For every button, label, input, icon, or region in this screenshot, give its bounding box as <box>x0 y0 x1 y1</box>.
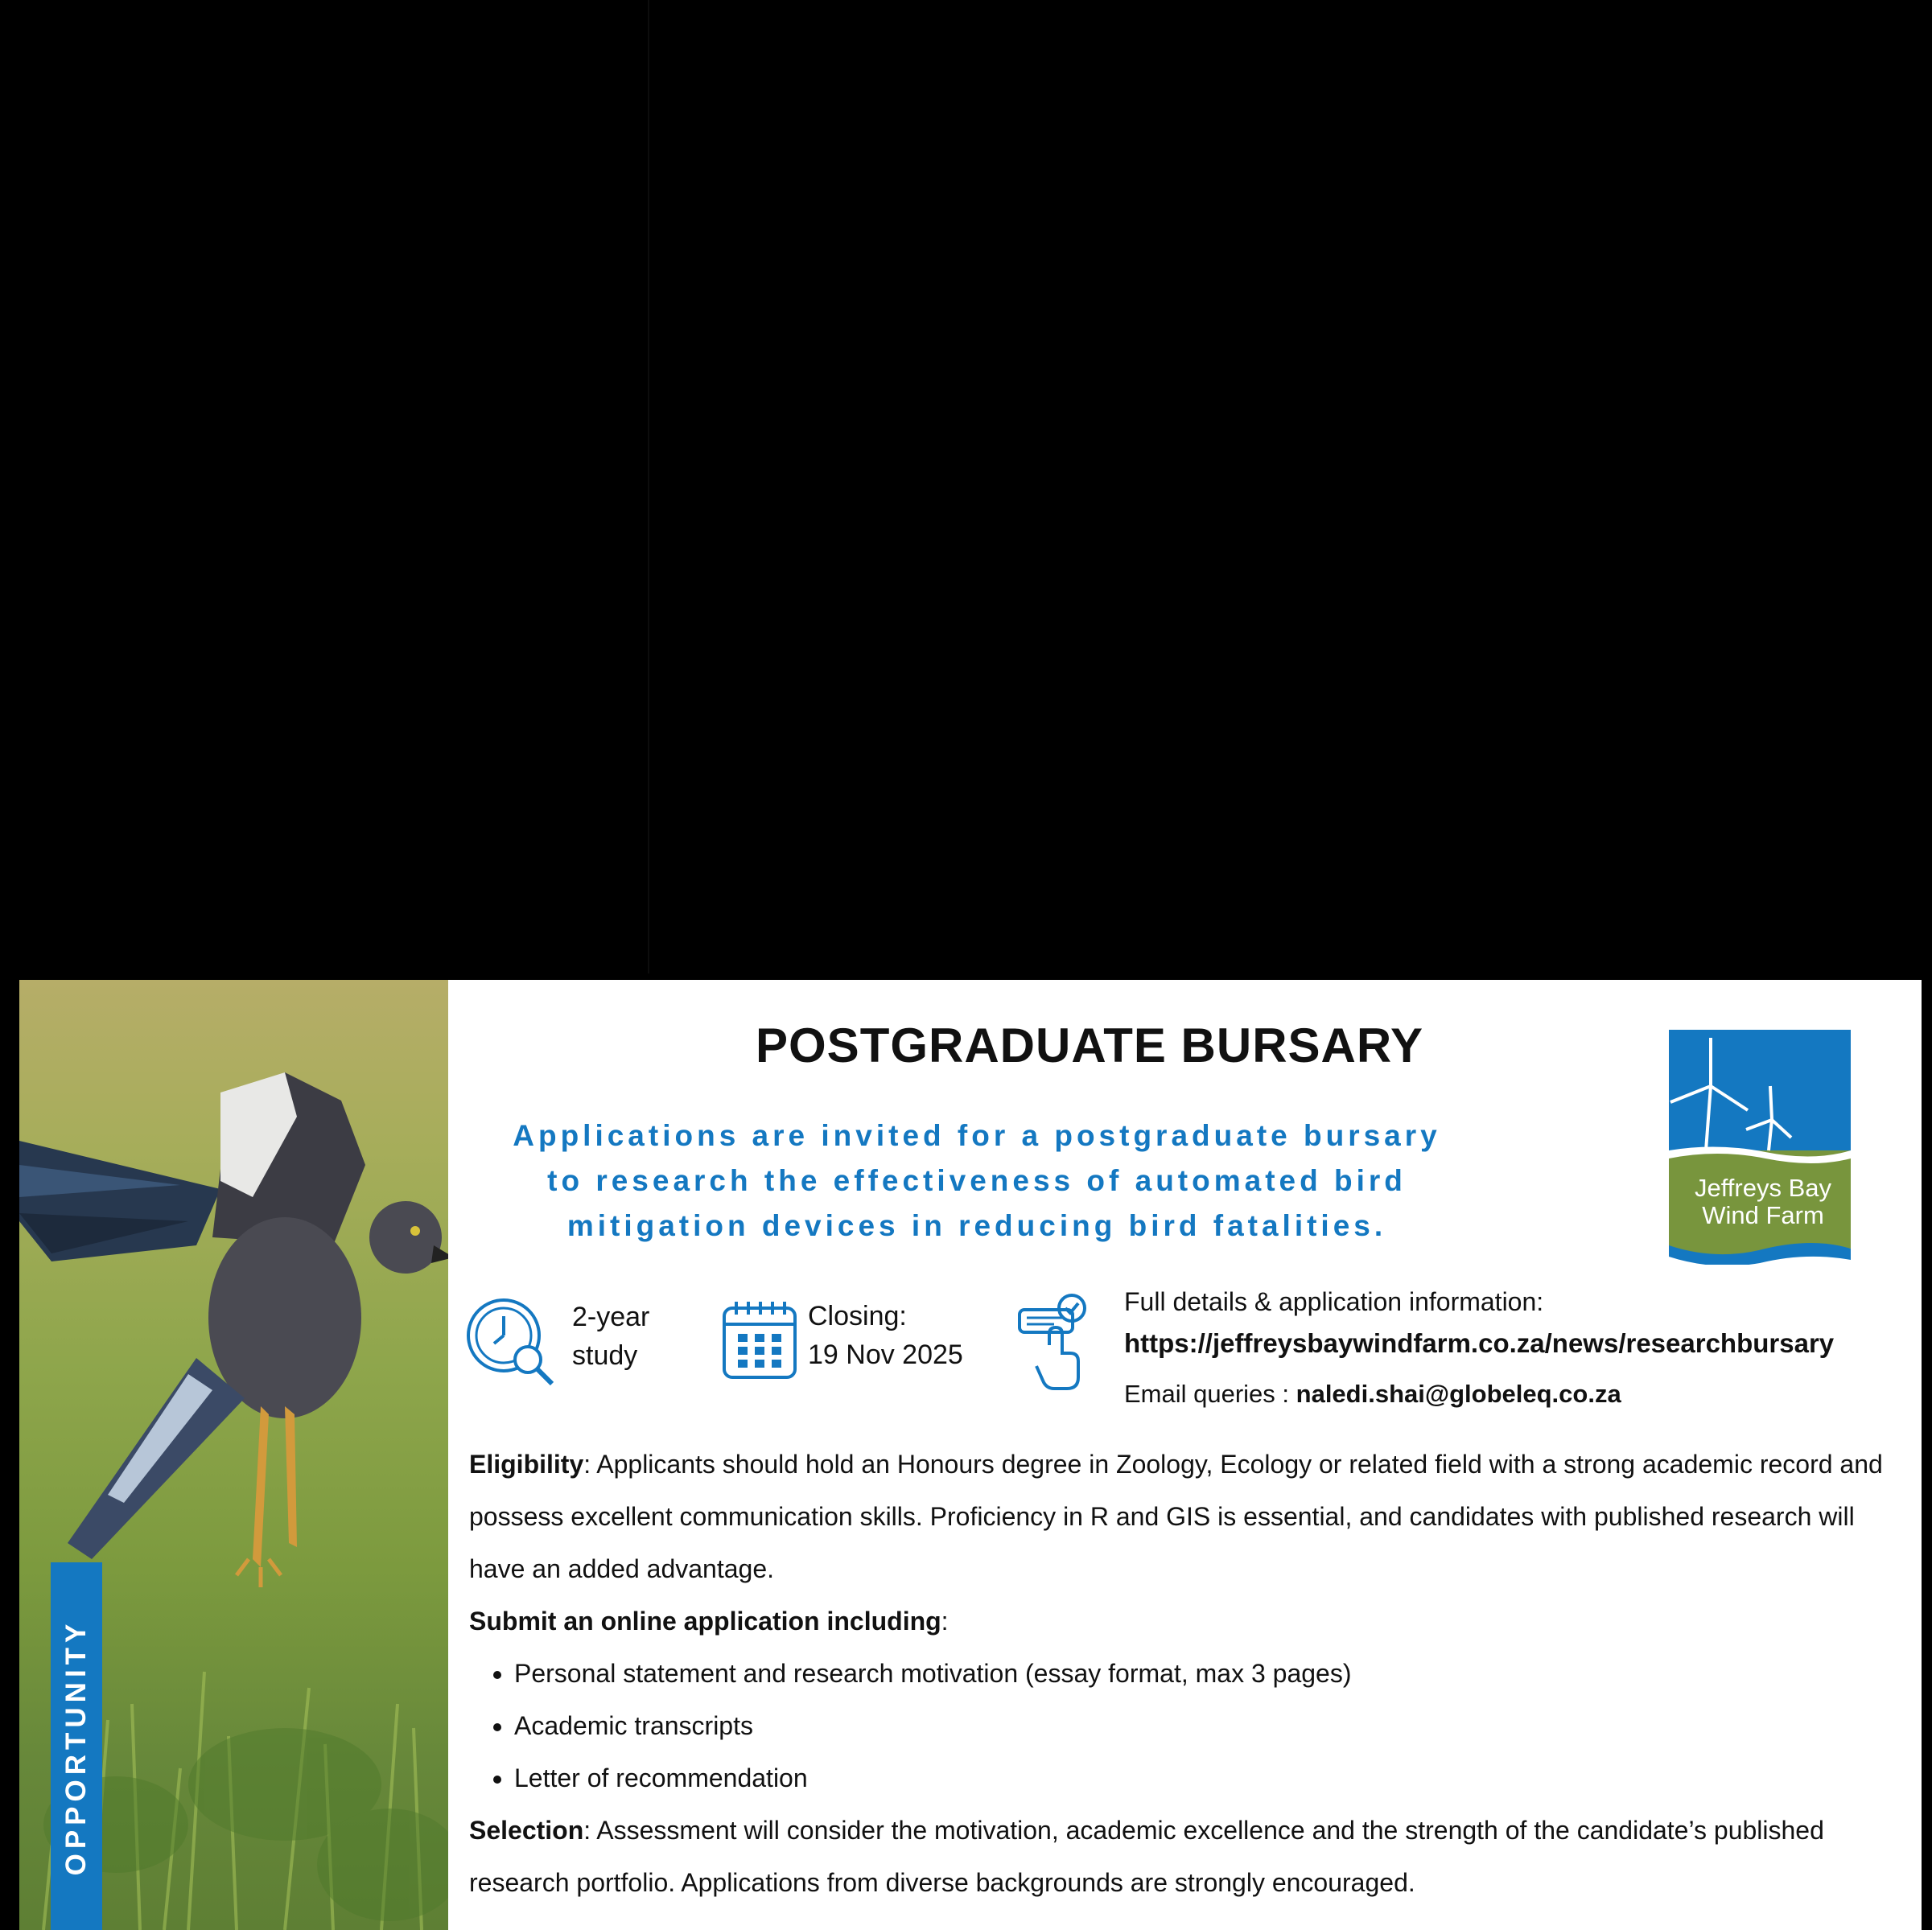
clock-magnifier-icon <box>463 1294 557 1391</box>
bursary-body <box>469 1438 1901 1909</box>
wind-turbine-logo-icon <box>1669 1030 1857 1265</box>
email-link[interactable]: naledi.shai@globeleq.co.za <box>1296 1380 1621 1408</box>
eligibility-paragraph <box>469 1438 1901 1595</box>
opportunity-label: OPPORTUNITY <box>60 1619 92 1876</box>
page-title: POSTGRADUATE BURSARY <box>755 1018 1424 1072</box>
duration-line1: 2-year <box>572 1302 650 1332</box>
bursary-flyer <box>19 980 1922 1930</box>
harrier-photo <box>19 980 448 1930</box>
online-application-icon <box>1017 1292 1094 1396</box>
intro-line: mitigation devices in reducing bird fatalities. <box>566 1209 1387 1242</box>
closing-label: Closing: <box>808 1301 907 1331</box>
submit-suffix: : <box>941 1607 949 1636</box>
list-item: • Academic transcripts <box>514 1700 1901 1752</box>
duration-line2: study <box>572 1340 638 1371</box>
bursary-link[interactable]: https://jeffreysbaywindfarm.co.za/news/researchbursary <box>1124 1328 1835 1358</box>
intro-line: Applications are invited for a postgraduate bursary <box>513 1119 1441 1152</box>
email-line <box>1124 1380 1621 1409</box>
logo-line2: Wind Farm <box>1702 1201 1824 1229</box>
selection-text: : Assessment will consider the motivation, academic excellence and the strength of the candidate’s published research portfolio. Applications from diverse backgrounds are strongly encouraged. <box>469 1816 1824 1897</box>
list-item: • Personal statement and research motivation (essay format, max 3 pages) <box>514 1648 1901 1700</box>
details-heading: Full details & application information: <box>1124 1287 1544 1316</box>
jeffreys-bay-logo <box>1669 1030 1857 1265</box>
intro-line: to research the effectiveness of automated bird <box>547 1164 1407 1197</box>
submit-heading <box>469 1595 1901 1648</box>
selection-label: Selection <box>469 1816 584 1845</box>
list-item: • Letter of recommendation <box>514 1752 1901 1804</box>
email-label: Email queries : <box>1124 1380 1296 1408</box>
requirements-list <box>469 1648 1901 1804</box>
selection-paragraph <box>469 1804 1901 1909</box>
submit-label: Submit an online application including <box>469 1607 941 1636</box>
panel-seam <box>648 0 649 973</box>
closing-date: 19 Nov 2025 <box>808 1339 963 1370</box>
logo-line1: Jeffreys Bay <box>1694 1174 1831 1202</box>
eligibility-text: : Applicants should hold an Honours degree in Zoology, Ecology or related field with a strong academic record and possess excellent communication skills. Proficiency in R and GIS is essential, and candidates with published research will have an added advantage. <box>469 1450 1883 1583</box>
eligibility-label: Eligibility <box>469 1450 584 1479</box>
calendar-icon <box>722 1300 797 1385</box>
intro-paragraph <box>454 1113 1500 1249</box>
